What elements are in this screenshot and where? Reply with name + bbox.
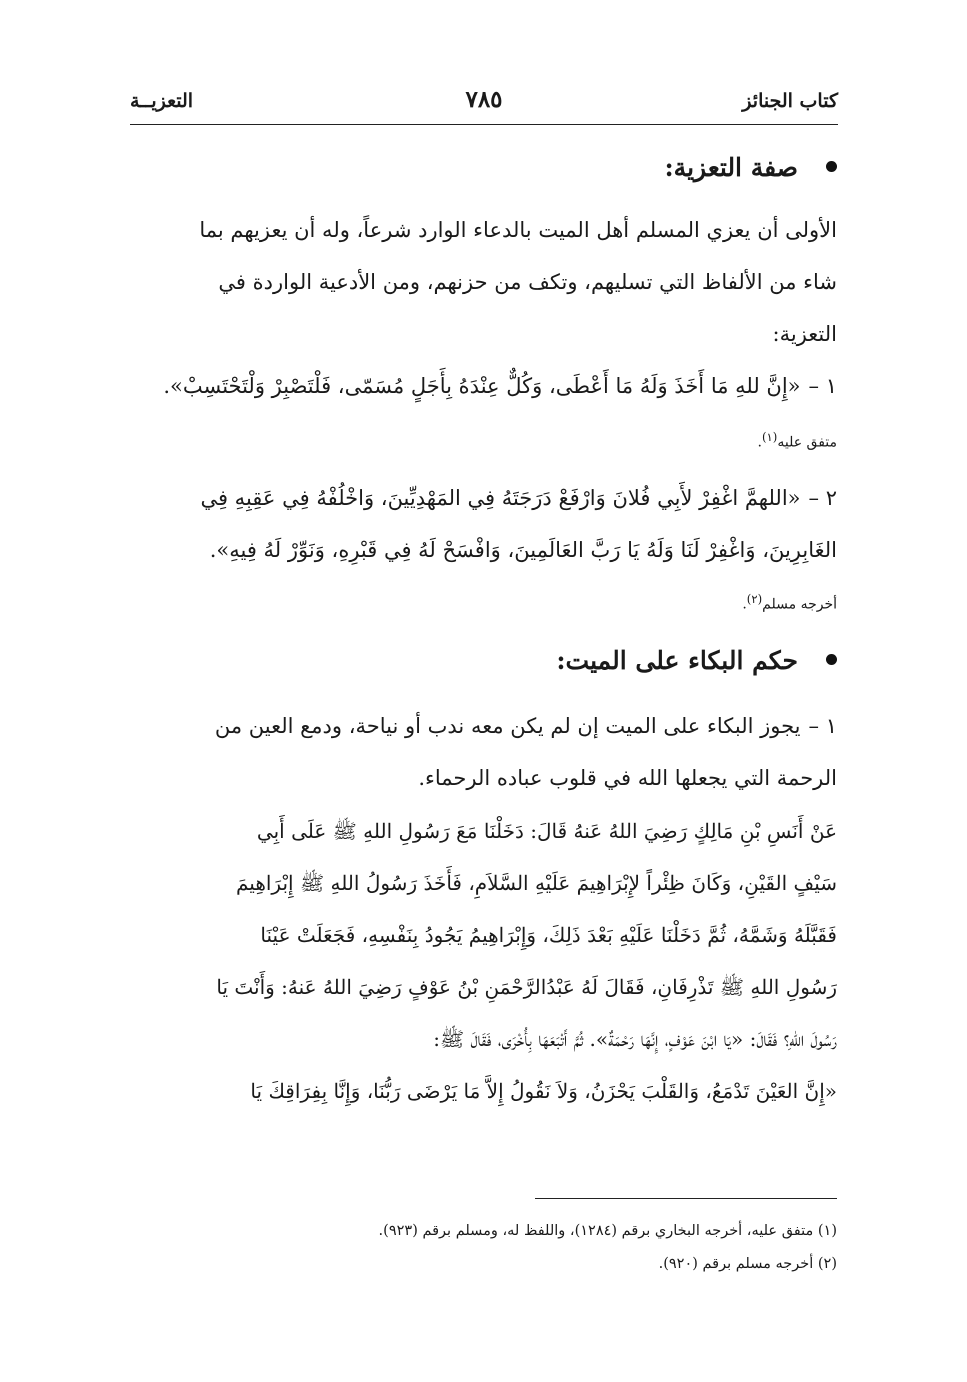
footnote-ref[interactable]: (٢) <box>746 592 763 606</box>
ruling-item-1 <box>130 700 837 804</box>
footnote-1: (١) متفق عليه، أخرجه البخاري برقم (١٢٨٤)، واللفظ له، ومسلم برقم (٩٢٣). <box>378 1223 837 1239</box>
hadith-line: عَنْ أَنَسِ بْنِ مَالِكٍ رَضِيَ اللهُ عَنهُ قَالَ: دَخَلْنَا مَعَ رَسُولِ اللهِ ﷺ عَلَى أَبِي <box>256 819 837 843</box>
hadith-line: «إِنَّ العَيْنَ تَدْمَعُ، وَالقَلْبَ يَحْزَنُ، وَلاَ نَقُولُ إِلاَّ مَا يَرْضَى رَبُّنَا، وَإِنَّا بِفِرَاقِكَ يَا <box>250 1079 837 1103</box>
running-header <box>130 78 838 118</box>
bullet-icon <box>826 654 837 665</box>
text-line: شاء من الألفاظ التي تسليهم، وتكف من حزنهم، ومن الأدعية الواردة في <box>218 270 837 294</box>
item-number: ٢ – <box>808 486 837 510</box>
hadith-line: فَقَبَّلَهُ وَشَمَّهُ، ثُمَّ دَخَلْنَا عَلَيْهِ بَعْدَ ذَلِكَ، وَإِبْرَاهِيمُ يَجُودُ بِنَفْسِهِ، فَجَعَلَتْ عَيْنَا <box>260 923 837 947</box>
page-number: ٧٨٥ <box>465 86 503 113</box>
section-title: صفة التعزية: <box>664 153 798 182</box>
section-heading-weeping <box>130 646 837 675</box>
header-divider <box>130 124 838 125</box>
footnote-divider <box>535 1198 837 1199</box>
supplication-text: «إِنَّ للهِ مَا أَخَذَ وَلَهُ مَا أَعْطَى، وَكُلٌّ عِنْدَهُ بِأَجَلٍ مُسَمّى، فَلْتَصْبِرْ وَلْتَحْتَسِبْ». <box>163 374 801 398</box>
hadith-paragraph <box>130 805 837 1117</box>
header-book-title: كتاب الجنائز <box>742 90 838 112</box>
item-number: ١ – <box>808 374 837 398</box>
text-line: الغَابِرِينَ، وَاغْفِرْ لَنَا وَلَهُ يَا رَبَّ العَالَمِينَ، وَافْسَحْ لَهُ فِي قَبْرِهِ، وَنَوِّرْ لَهُ فِيهِ». <box>209 538 837 562</box>
text-line: يجوز البكاء على الميت إن لم يكن معه ندب أو نياحة، ودمع العين من <box>214 714 801 738</box>
item-number: ١ – <box>808 714 837 738</box>
footnote-2: (٢) أخرجه مسلم برقم (٩٢٠). <box>658 1256 837 1272</box>
hadith-line: سَيْفٍ القَيْنِ، وَكَانَ ظِئْراً لإِبْرَاهِيمَ عَلَيْهِ السَّلاَمِ، فَأَخَذَ رَسُولُ اللهِ ﷺ إِبْرَاهِيمَ <box>235 871 837 895</box>
text-line: التعزية: <box>772 322 837 346</box>
item-source: متفق عليه$^{(١)}$. <box>757 430 837 451</box>
source-text: متفق عليه <box>777 434 837 451</box>
supplication-item-2 <box>130 472 837 576</box>
supplication-item-1 <box>130 360 837 412</box>
section-title: حكم البكاء على الميت: <box>556 646 798 675</box>
text-line: الرحمة التي يجعلها الله في قلوب عباده الرحماء. <box>418 766 837 790</box>
text-line: الأولى أن يعزي المسلم أهل الميت بالدعاء الوارد شرعاً، وله أن يعزيهم بما <box>199 218 837 242</box>
source-text: أخرجه مسلم <box>762 596 837 613</box>
intro-paragraph <box>130 204 837 360</box>
footnote-ref[interactable]: (١) <box>761 430 778 444</box>
item-source: أخرجه مسلم$^{(٢)}$. <box>742 592 837 613</box>
header-chapter-title: التعزيــة <box>130 90 194 112</box>
bullet-icon <box>826 161 837 172</box>
text-line: «اللهمَّ اغْفِرْ لأَبِي فُلانَ وَارْفَعْ دَرَجَتَهُ فِي المَهْدِيِّينَ، وَاخْلُفْهُ فِي عَقِبِهِ فِي <box>200 486 801 510</box>
hadith-line: رَسُولَ اللهِ؟ فَقَالَ: «يَا ابْنَ عَوْفٍ، إِنَّهَا رَحْمَةٌ». ثُمَّ أَتْبَعَهَا بِأُخْرَى، فَقَالَ ﷺ: <box>433 1027 837 1051</box>
hadith-line: رَسُولِ اللهِ ﷺ تَذْرِفَانِ، فَقَالَ لَهُ عَبْدُالرَّحْمَنِ بْنُ عَوْفٍ رَضِيَ اللهُ عَنهُ: وَأَنْتَ يَا <box>216 975 837 999</box>
section-heading-condolence <box>130 153 837 182</box>
